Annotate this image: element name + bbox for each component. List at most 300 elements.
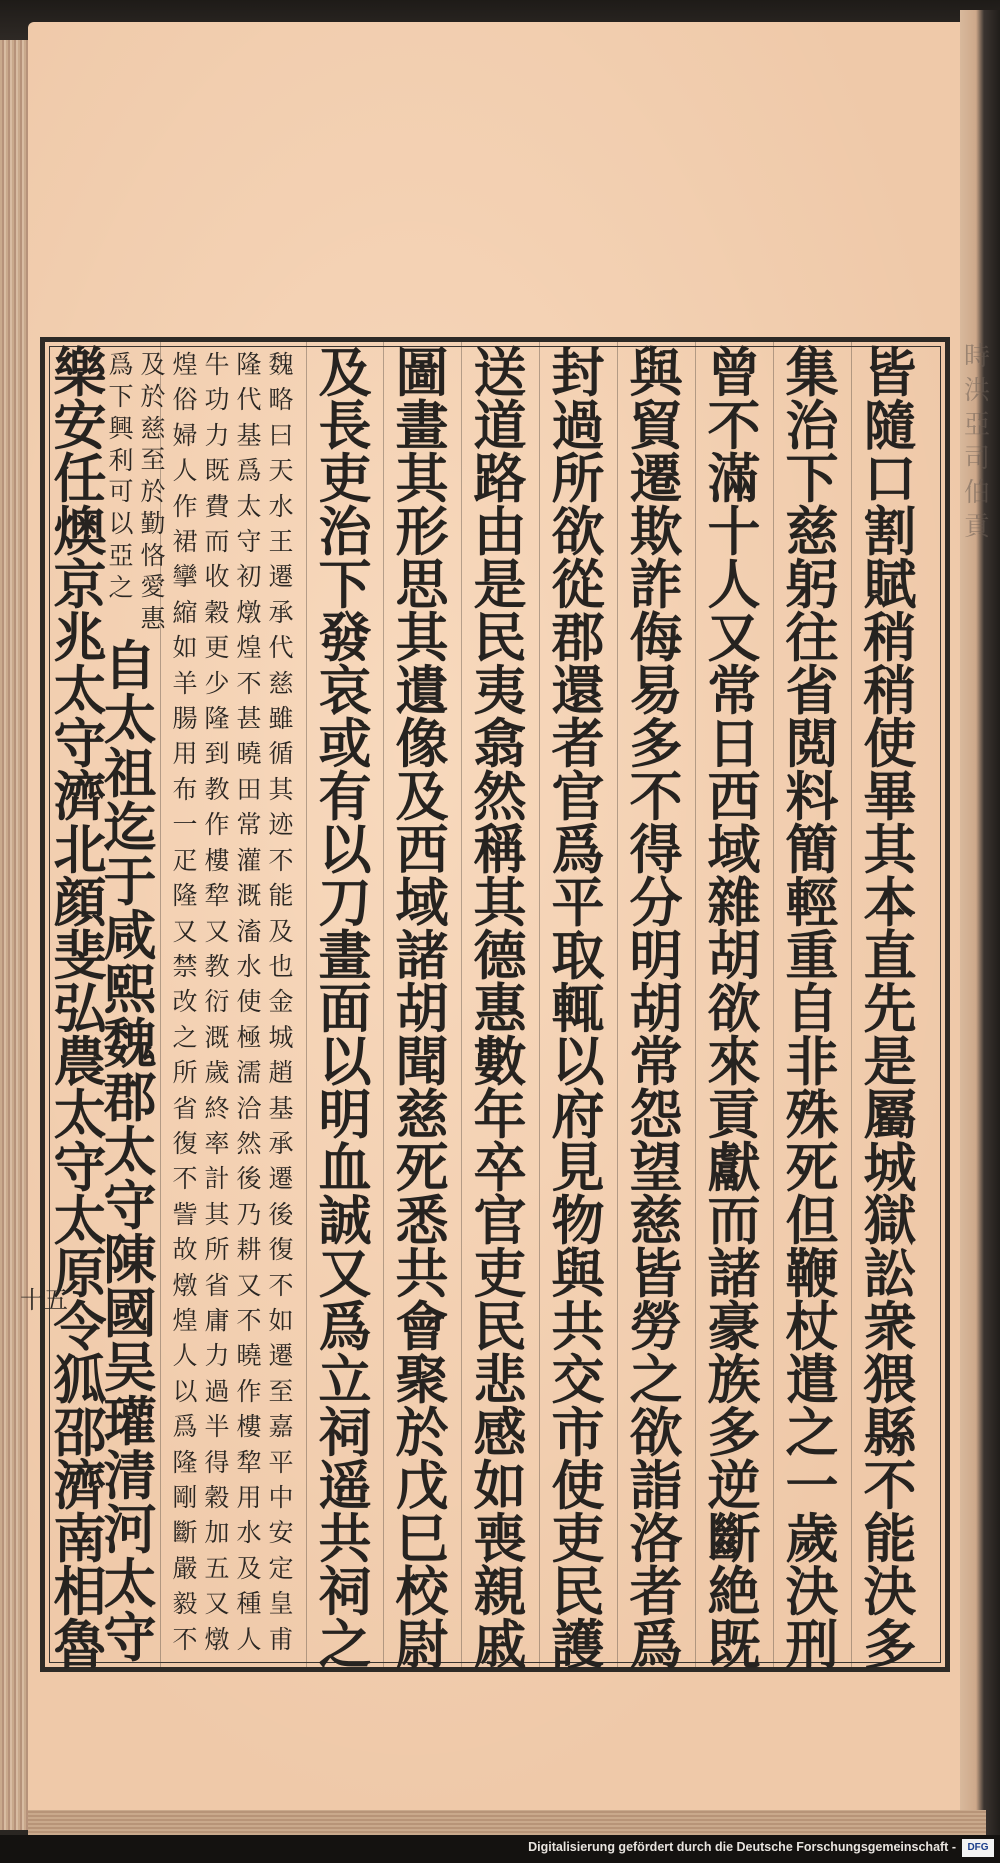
commentary-character: 興 — [108, 413, 134, 443]
text-column — [860, 342, 920, 1676]
character: 封 — [551, 342, 605, 404]
character: 自 — [785, 978, 839, 1040]
character: 欲 — [629, 1402, 683, 1464]
commentary-character: 樓 — [204, 845, 230, 875]
character: 使 — [551, 1455, 605, 1517]
character: 所 — [551, 448, 605, 510]
character: 官 — [551, 766, 605, 828]
commentary-character: 攣 — [172, 562, 198, 592]
commentary-character: 之 — [108, 572, 134, 602]
commentary-character: 作 — [236, 1376, 262, 1406]
commentary-character: 遷 — [268, 562, 294, 592]
character: 人 — [707, 554, 761, 616]
character: 郡 — [103, 1067, 157, 1129]
commentary-character: 隆 — [236, 350, 262, 379]
character: 本 — [863, 872, 917, 934]
character: 血 — [318, 1137, 372, 1199]
character: 北 — [53, 819, 107, 881]
character: 慈 — [629, 1190, 683, 1252]
commentary-character: 曉 — [236, 739, 262, 769]
character: 取 — [551, 925, 605, 987]
character: 獻 — [707, 1137, 761, 1199]
commentary-character: 承 — [268, 597, 294, 627]
commentary-character: 教 — [204, 951, 230, 981]
character: 一 — [785, 1455, 839, 1517]
character: 稱 — [473, 819, 527, 881]
commentary-character: 王 — [268, 527, 294, 557]
character: 又 — [707, 607, 761, 669]
commentary-character: 以 — [172, 1376, 198, 1406]
commentary-character: 率 — [204, 1128, 230, 1158]
character: 思 — [395, 554, 449, 616]
commentary-character: 爲 — [108, 350, 134, 379]
commentary-character: 爲 — [236, 456, 262, 486]
commentary-character: 婦 — [172, 420, 198, 450]
commentary-character: 燉 — [172, 1270, 198, 1300]
character: 輒 — [551, 978, 605, 1040]
commentary-character: 平 — [268, 1447, 294, 1477]
character: 逆 — [707, 1455, 761, 1517]
character: 農 — [53, 1031, 107, 1093]
character: 口 — [863, 448, 917, 510]
character: 長 — [318, 395, 372, 457]
commentary-character: 甚 — [236, 704, 262, 734]
character: 斐 — [53, 925, 107, 987]
character: 會 — [395, 1296, 449, 1358]
commentary-character: 後 — [268, 1199, 294, 1229]
commentary-character: 太 — [236, 491, 262, 521]
commentary-character: 其 — [204, 1199, 230, 1229]
character: 國 — [103, 1283, 157, 1345]
character: 太 — [53, 1190, 107, 1252]
character: 爲 — [551, 819, 605, 881]
character: 親 — [473, 1561, 527, 1623]
commentary-character: 代 — [268, 633, 294, 663]
commentary-character: 又 — [172, 916, 198, 946]
commentary-character: 守 — [236, 527, 262, 557]
character: 誠 — [318, 1190, 372, 1252]
character: 治 — [785, 395, 839, 457]
commentary-column — [203, 352, 231, 1652]
commentary-character: 縮 — [172, 597, 198, 627]
character: 易 — [629, 660, 683, 722]
character: 曾 — [707, 342, 761, 404]
character: 過 — [551, 395, 605, 457]
commentary-character: 復 — [268, 1235, 294, 1265]
character: 惠 — [473, 978, 527, 1040]
character: 望 — [629, 1137, 683, 1199]
commentary-character: 至 — [268, 1376, 294, 1406]
commentary-character: 得 — [204, 1447, 230, 1477]
commentary-character: 慈 — [140, 413, 166, 443]
character: 爲 — [318, 1296, 372, 1358]
character: 賦 — [863, 554, 917, 616]
commentary-character: 代 — [236, 385, 262, 415]
character: 明 — [629, 925, 683, 987]
commentary-character: 斷 — [172, 1518, 198, 1548]
commentary-character: 水 — [268, 491, 294, 521]
commentary-character: 趙 — [268, 1058, 294, 1088]
character: 是 — [863, 1031, 917, 1093]
character: 遥 — [318, 1455, 372, 1517]
character: 濟 — [53, 1455, 107, 1517]
character: 詣 — [629, 1455, 683, 1517]
character: 以 — [318, 1031, 372, 1093]
character: 多 — [863, 1614, 917, 1676]
commentary-column — [139, 352, 167, 631]
character: 像 — [395, 713, 449, 775]
character: 輕 — [785, 872, 839, 934]
commentary-character: 腸 — [172, 704, 198, 734]
character: 民 — [473, 1296, 527, 1358]
character: 太 — [53, 660, 107, 722]
character: 及 — [395, 766, 449, 828]
character: 貢 — [707, 1084, 761, 1146]
character: 熙 — [103, 959, 157, 1021]
commentary-character: 循 — [268, 739, 294, 769]
character: 之 — [785, 1402, 839, 1464]
character: 如 — [473, 1455, 527, 1517]
character: 遷 — [629, 448, 683, 510]
commentary-character: 用 — [236, 1483, 262, 1512]
commentary-column — [107, 352, 135, 600]
commentary-character: 洽 — [236, 1093, 262, 1123]
character: 屬 — [863, 1084, 917, 1146]
character: 而 — [707, 1190, 761, 1252]
character: 咸 — [103, 905, 157, 967]
character: 其 — [863, 819, 917, 881]
character: 之 — [318, 1614, 372, 1676]
commentary-character: 承 — [268, 1128, 294, 1158]
character: 之 — [629, 1349, 683, 1411]
commentary-character: 爲 — [172, 1412, 198, 1442]
character: 物 — [551, 1190, 605, 1252]
commentary-character: 可 — [108, 477, 134, 507]
character: 以 — [318, 819, 372, 881]
character: 清 — [103, 1445, 157, 1507]
character: 躬 — [785, 554, 839, 616]
character: 諸 — [395, 925, 449, 987]
character: 與 — [551, 1243, 605, 1305]
commentary-character: 魏 — [268, 350, 294, 379]
commentary-character: 下 — [108, 381, 134, 411]
character: 不 — [707, 395, 761, 457]
character: 刑 — [785, 1614, 839, 1676]
commentary-character: 既 — [204, 456, 230, 486]
character: 吏 — [318, 448, 372, 510]
character: 決 — [785, 1561, 839, 1623]
character: 歲 — [785, 1508, 839, 1570]
character: 弘 — [53, 978, 107, 1040]
commentary-character: 如 — [268, 1305, 294, 1335]
commentary-character: 能 — [268, 881, 294, 911]
character: 殊 — [785, 1084, 839, 1146]
commentary-character: 犂 — [236, 1447, 262, 1477]
character: 哀 — [318, 660, 372, 722]
character: 喪 — [473, 1508, 527, 1570]
character: 胡 — [629, 978, 683, 1040]
character: 祠 — [318, 1402, 372, 1464]
character: 河 — [103, 1499, 157, 1561]
commentary-character: 及 — [236, 1553, 262, 1583]
character: 刀 — [318, 872, 372, 934]
commentary-character: 穀 — [204, 1483, 230, 1512]
commentary-character: 不 — [236, 668, 262, 698]
text-column — [392, 342, 452, 1676]
character: 還 — [551, 660, 605, 722]
character: 京 — [53, 554, 107, 616]
character: 府 — [551, 1084, 605, 1146]
commentary-character: 計 — [204, 1164, 230, 1194]
bleed-character: 亞 — [964, 410, 991, 440]
commentary-character: 煌 — [172, 1305, 198, 1335]
character: 太 — [103, 1553, 157, 1615]
character: 不 — [629, 766, 683, 828]
character: 祖 — [103, 743, 157, 805]
character: 守 — [103, 1607, 157, 1669]
character: 下 — [318, 554, 372, 616]
character: 守 — [103, 1175, 157, 1237]
commentary-character: 牛 — [204, 350, 230, 379]
commentary-character: 燉 — [204, 1624, 230, 1654]
character: 夷 — [473, 660, 527, 722]
character: 使 — [863, 713, 917, 775]
commentary-character: 以 — [108, 509, 134, 539]
commentary-character: 人 — [172, 456, 198, 486]
commentary-character: 復 — [172, 1128, 198, 1158]
character: 形 — [395, 501, 449, 563]
character: 與 — [629, 342, 683, 404]
character: 下 — [785, 448, 839, 510]
bleed-character: 貢 — [964, 512, 991, 542]
character: 卒 — [473, 1137, 527, 1199]
commentary-character: 費 — [204, 491, 230, 521]
character: 送 — [473, 342, 527, 404]
commentary-character: 故 — [172, 1235, 198, 1265]
character: 畢 — [863, 766, 917, 828]
commentary-character: 不 — [268, 1270, 294, 1300]
character: 稍 — [863, 660, 917, 722]
character: 以 — [551, 1031, 605, 1093]
commentary-character: 愛 — [140, 572, 166, 602]
character: 郡 — [551, 607, 605, 669]
commentary-character: 如 — [172, 633, 198, 663]
commentary-character: 然 — [236, 1128, 262, 1158]
commentary-character: 人 — [172, 1341, 198, 1371]
character: 分 — [629, 872, 683, 934]
commentary-character: 毅 — [172, 1589, 198, 1619]
commentary-character: 滀 — [236, 916, 262, 946]
commentary-character: 少 — [204, 668, 230, 698]
character: 守 — [53, 713, 107, 775]
character: 域 — [707, 819, 761, 881]
character: 迄 — [103, 797, 157, 859]
commentary-character: 遷 — [268, 1341, 294, 1371]
character: 斷 — [707, 1508, 761, 1570]
character: 魯 — [53, 1614, 107, 1676]
character: 太 — [103, 1121, 157, 1183]
commentary-character: 半 — [204, 1412, 230, 1442]
character: 猥 — [863, 1349, 917, 1411]
character: 欲 — [707, 978, 761, 1040]
bleed-character: 洪 — [964, 376, 991, 406]
character: 校 — [395, 1561, 449, 1623]
character: 官 — [473, 1190, 527, 1252]
commentary-character: 作 — [172, 491, 198, 521]
character: 遣 — [785, 1349, 839, 1411]
character: 慈 — [785, 501, 839, 563]
column-rule — [461, 342, 462, 1667]
dfg-logo: DFG — [962, 1839, 994, 1857]
commentary-column — [171, 352, 199, 1652]
commentary-character: 嘉 — [268, 1412, 294, 1442]
character: 面 — [318, 978, 372, 1040]
commentary-character: 曉 — [236, 1341, 262, 1371]
character: 來 — [707, 1031, 761, 1093]
commentary-character: 灌 — [236, 845, 262, 875]
commentary-character: 犂 — [204, 881, 230, 911]
column-rule — [695, 342, 696, 1667]
commentary-character: 皇 — [268, 1589, 294, 1619]
character: 先 — [863, 978, 917, 1040]
commentary-character: 至 — [140, 445, 166, 475]
footer-credit: Digitalisierung gefördert durch die Deutsche Forschungsgemeinschaft - — [528, 1840, 956, 1854]
character: 吴 — [103, 1337, 157, 1399]
character: 死 — [395, 1137, 449, 1199]
character: 聞 — [395, 1031, 449, 1093]
commentary-character: 天 — [268, 456, 294, 486]
commentary-character: 種 — [236, 1589, 262, 1619]
column-rule — [306, 342, 307, 1667]
character: 聚 — [395, 1349, 449, 1411]
commentary-character: 定 — [268, 1553, 294, 1583]
character: 由 — [473, 501, 527, 563]
commentary-character: 功 — [204, 385, 230, 415]
character: 洛 — [629, 1508, 683, 1570]
character: 胡 — [707, 925, 761, 987]
character: 數 — [473, 1031, 527, 1093]
character: 得 — [629, 819, 683, 881]
character: 圖 — [395, 342, 449, 404]
character: 直 — [863, 925, 917, 987]
commentary-character: 一 — [172, 810, 198, 840]
character: 發 — [318, 607, 372, 669]
character: 是 — [473, 554, 527, 616]
character: 者 — [551, 713, 605, 775]
commentary-character: 煌 — [236, 633, 262, 663]
character: 料 — [785, 766, 839, 828]
character: 諸 — [707, 1243, 761, 1305]
character: 重 — [785, 925, 839, 987]
character: 決 — [863, 1561, 917, 1623]
commentary-character: 溉 — [236, 881, 262, 911]
character: 及 — [318, 342, 372, 404]
character: 貿 — [629, 395, 683, 457]
commentary-column — [235, 352, 263, 1652]
character: 欺 — [629, 501, 683, 563]
commentary-character: 又 — [204, 1589, 230, 1619]
character: 立 — [318, 1349, 372, 1411]
character: 祠 — [318, 1561, 372, 1623]
character: 自 — [103, 635, 157, 697]
text-column — [782, 342, 842, 1676]
character: 濟 — [53, 766, 107, 828]
character: 遺 — [395, 660, 449, 722]
commentary-character: 嚴 — [172, 1553, 198, 1583]
column-rule — [539, 342, 540, 1667]
text-column — [50, 342, 110, 1676]
bleed-character: 伯 — [964, 478, 991, 508]
character: 集 — [785, 342, 839, 404]
commentary-character: 田 — [236, 774, 262, 804]
commentary-character: 終 — [204, 1093, 230, 1123]
commentary-character: 煌 — [172, 350, 198, 379]
character: 詐 — [629, 554, 683, 616]
character: 割 — [863, 501, 917, 563]
book-left-edge — [0, 40, 30, 1830]
commentary-character: 燉 — [236, 597, 262, 627]
character: 尉 — [395, 1614, 449, 1676]
character: 民 — [551, 1561, 605, 1623]
commentary-character: 裙 — [172, 527, 198, 557]
character: 民 — [473, 607, 527, 669]
character: 皆 — [629, 1243, 683, 1305]
character: 原 — [53, 1243, 107, 1305]
character: 交 — [551, 1349, 605, 1411]
character: 戚 — [473, 1614, 527, 1676]
character: 年 — [473, 1084, 527, 1146]
character: 邵 — [53, 1402, 107, 1464]
column-rule — [617, 342, 618, 1667]
character: 隨 — [863, 395, 917, 457]
character: 守 — [53, 1137, 107, 1199]
commentary-character: 極 — [236, 1022, 262, 1052]
character: 簡 — [785, 819, 839, 881]
character: 陳 — [103, 1229, 157, 1291]
character: 閲 — [785, 713, 839, 775]
footer-bar — [0, 1835, 1000, 1863]
character: 平 — [551, 872, 605, 934]
character: 護 — [551, 1614, 605, 1676]
commentary-character: 於 — [140, 477, 166, 506]
commentary-character: 俗 — [172, 385, 198, 415]
commentary-character: 力 — [204, 1341, 230, 1371]
commentary-character: 曰 — [268, 420, 294, 450]
commentary-character: 勤 — [140, 508, 166, 538]
character: 治 — [318, 501, 372, 563]
text-column — [470, 342, 530, 1676]
character: 多 — [707, 1402, 761, 1464]
character: 德 — [473, 925, 527, 987]
character: 南 — [53, 1508, 107, 1570]
character: 翕 — [473, 713, 527, 775]
character: 吏 — [551, 1508, 605, 1570]
character: 城 — [863, 1137, 917, 1199]
character: 見 — [551, 1137, 605, 1199]
commentary-character: 加 — [204, 1518, 230, 1548]
commentary-character: 雖 — [268, 704, 294, 734]
character: 獄 — [863, 1190, 917, 1252]
commentary-character: 利 — [108, 445, 134, 475]
commentary-character: 基 — [236, 420, 262, 450]
commentary-character: 教 — [204, 774, 230, 804]
character: 既 — [707, 1614, 761, 1676]
commentary-character: 疋 — [172, 845, 198, 875]
commentary-character: 也 — [268, 951, 294, 981]
commentary-character: 不 — [172, 1624, 198, 1654]
text-column — [315, 342, 375, 1676]
character: 或 — [318, 713, 372, 775]
